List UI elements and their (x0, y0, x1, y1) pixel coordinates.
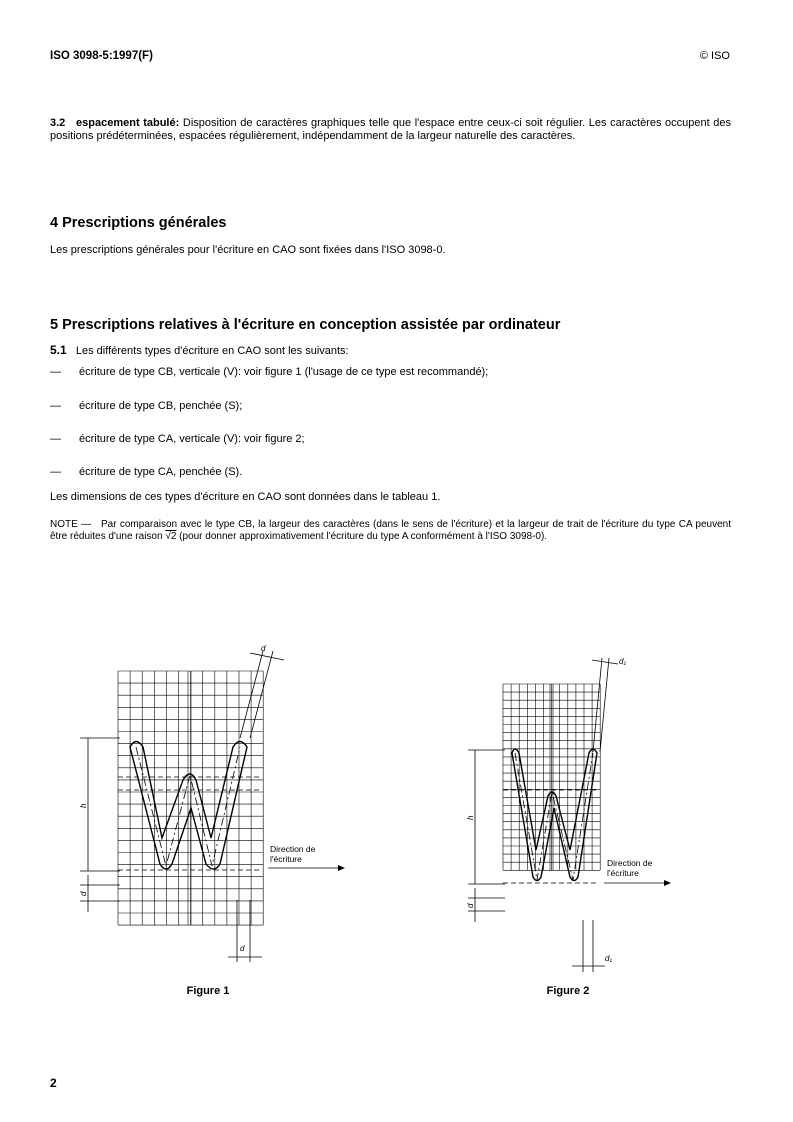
figure-2-drawing (455, 648, 685, 973)
list-item: écriture de type CA, verticale (V): voir figure 2; (79, 433, 305, 445)
label-d1-bottom: d₁ (605, 954, 612, 963)
grid (503, 684, 600, 870)
label-d-left: d (79, 891, 88, 896)
sqrt-2: √2 (165, 530, 177, 542)
section-5-title: 5 Prescriptions relatives à l'écriture en conception assistée par ordinateur (50, 317, 561, 333)
list-dash: — (50, 433, 61, 445)
list-dash: — (50, 466, 61, 478)
note-text-cont: (pour donner approximativement l'écriture du type A conformément à l'ISO 3098-0). (179, 530, 548, 542)
section-4-text: Les prescriptions générales pour l'écriture en CAO sont fixées dans l'ISO 3098-0. (50, 244, 446, 256)
direction-label-1: Direction de (270, 844, 316, 854)
page-number: 2 (50, 1076, 57, 1090)
list-item: écriture de type CB, penchée (S); (79, 400, 243, 412)
list-item: écriture de type CA, penchée (S). (79, 466, 243, 478)
grid (118, 671, 263, 925)
dimensions-text: Les dimensions de ces types d'écriture en CAO sont données dans le tableau 1. (50, 491, 441, 503)
w-letter-outline (130, 742, 247, 870)
list-item: écriture de type CB, verticale (V): voir figure 1 (l'usage de ce type est recommandé); (79, 366, 489, 378)
label-d1-top: d₁ (619, 657, 626, 666)
list-dash: — (50, 366, 61, 378)
note-text: Par comparaison avec le type CB, la largeur des caractères (dans le sens de l'écriture) et la largeur de trait de l'écriture du type CA peuvent être réduites d'une raison (50, 519, 731, 542)
clause-5-1 (50, 344, 349, 358)
note-prefix: NOTE — (50, 519, 92, 530)
figure-1-drawing (70, 638, 360, 973)
clause-3-2 (50, 117, 731, 143)
figure-1-caption: Figure 1 (186, 985, 230, 997)
label-d-left: d (466, 903, 475, 908)
clause-number: 3.2 (50, 117, 66, 129)
direction-label-2: l'écriture (270, 854, 302, 864)
direction-label-1: Direction de (607, 858, 653, 868)
definition: Disposition de caractères graphiques telle que l'espace entre ceux-ci soit régulier. Les caractères occupent des positions prédéterminées, espacées régulièrement, indépendamment de la largeur naturelle des caractères. (50, 117, 732, 143)
label-h: h (79, 803, 88, 808)
list-dash: — (50, 400, 61, 412)
figure-2-caption: Figure 2 (546, 985, 590, 997)
document-id: ISO 3098-5:1997(F) (50, 50, 153, 62)
note (50, 519, 731, 542)
label-d-top: d (261, 644, 266, 653)
term: espacement tabulé: (76, 117, 180, 129)
label-h: h (466, 815, 475, 820)
w-centerline (515, 753, 593, 880)
direction-label-2: l'écriture (607, 868, 639, 878)
section-4-title: 4 Prescriptions générales (50, 215, 227, 231)
clause-number: 5.1 (50, 343, 67, 357)
copyright: © ISO (699, 50, 730, 62)
label-d-bottom: d (240, 944, 245, 953)
clause-text: Les différents types d'écriture en CAO sont les suivants: (75, 345, 349, 357)
